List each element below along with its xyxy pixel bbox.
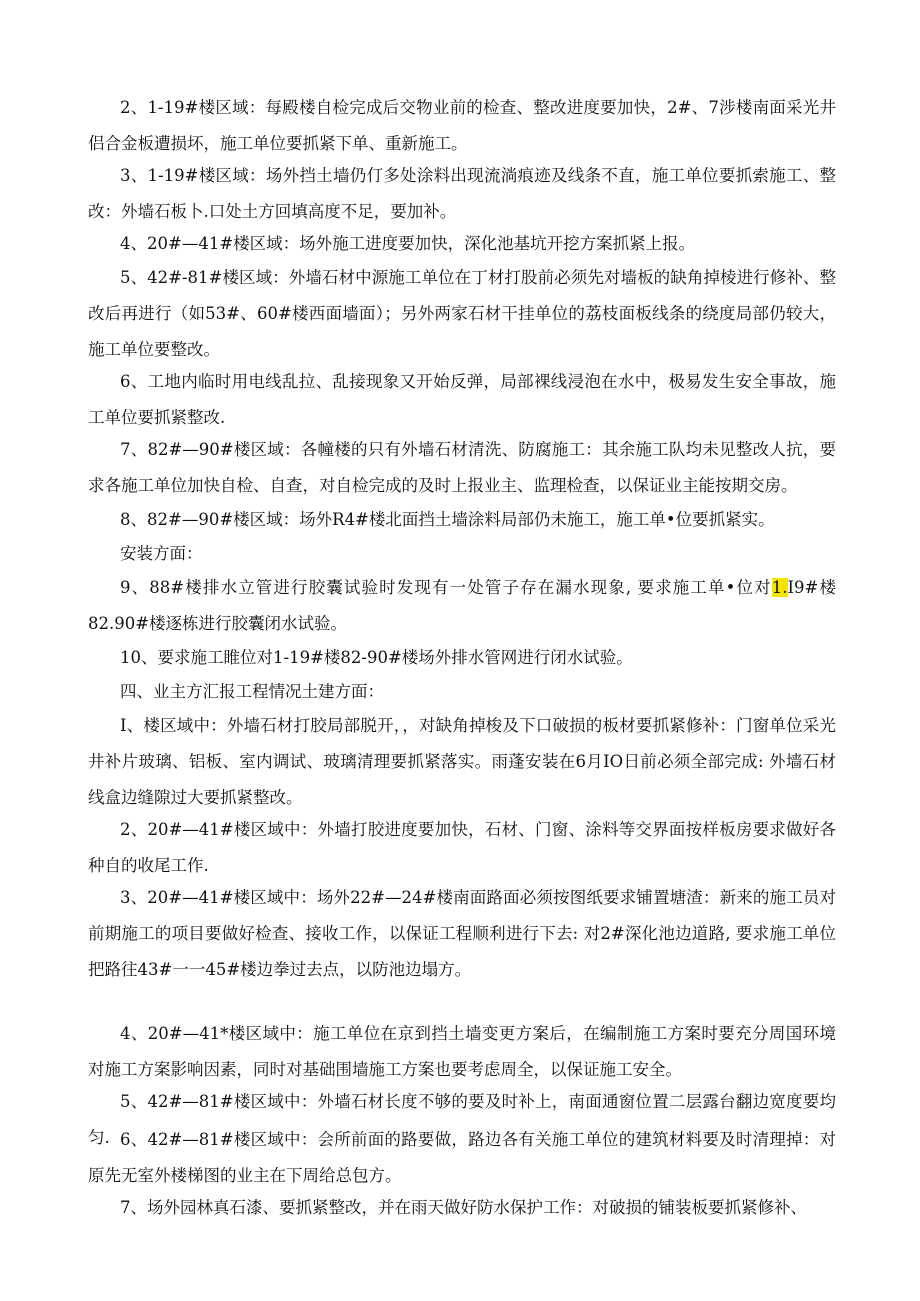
paragraph-8: 安装方面： <box>120 544 203 563</box>
paragraph-14: 3、20#—41#楼区域中：场外22#—24#楼南面路面必须按图纸要求铺置塘渣：新来的施工员对前期施工的项目要做好检查、接收工作，以保证工程顺利进行下去: 对2#深化池边道路, 要求施工单位把路往43#一一45#楼边拳过去点，以防池边塌方。 <box>88 888 836 979</box>
highlighted-text: 1. <box>771 578 788 597</box>
paragraph-15: 4、20#—41*楼区域中：施工单位在京到挡土墙变更方案后，在编制施工方案时要充分周国环境对施工方案影响因素，同时对基础围墙施工方案也要考虑周全，以保证施工安全。 <box>88 1024 836 1079</box>
paragraph-6: 7、82#—90#楼区域：各幢楼的只有外墙石材清洗、防腐施工：其余施工队均未见整改人抗，要求各施工单位加快自检、自查，对自检完成的及时上报业主、监理检查，以保证业主能按期交房。 <box>88 440 836 495</box>
paragraph-9 <box>88 570 836 642</box>
paragraph-9-end: I9#楼82.90#楼逐栋进行胶囊闭水试验。 <box>88 578 837 633</box>
paragraph-9-start: 9、88#楼排水立管进行胶囊试验时发现有一处管子存在漏水现象, 要求施工单•位对 <box>120 578 772 597</box>
paragraph-16: 5、42#—81#楼区域中：外墙石材长度不够的要及时补上，南面通窗位置二层露台翻边宽度要均匀. <box>88 1092 836 1147</box>
paragraph-1: 2、1-19#楼区域：每殿楼自检完成后交物业前的检查、整改进度要加快，2#、7涉楼南面采光井侣合金板遭损坏，施工单位要抓紧下单、重新施工。 <box>88 98 836 153</box>
paragraph-10: 10、要求施工睢位对1-19#楼82-90#楼场外排水管网进行闭水试验。 <box>120 648 633 667</box>
paragraph-13: 2、20#—41#楼区域中：外墙打胶进度要加快，石材、门窗、涂料等交界面按样板房要求做好各种自的收尾工作. <box>88 820 836 875</box>
paragraph-7: 8、82#—90#楼区域：场外R4#楼北面挡土墙涂料局部仍未施工，施工单•位要抓紧实。 <box>120 510 775 529</box>
paragraph-2: 3、1-19#楼区域：场外挡土墙仍仃多处涂料出现流淌痕迹及线条不直，施工单位要抓索施工、整改：外墙石板卜.口处土方回填高度不足，要加补。 <box>88 166 836 221</box>
paragraph-11: 四、业主方汇报工程情况土建方面： <box>120 682 384 701</box>
paragraph-4: 5、42#-81#楼区域：外墙石材中源施工单位在丁材打股前必须先对墙板的缺角掉棱进行修补、整改后再进行（如53#、60#楼西面墙面）；另外两家石材干挂单位的荔枝面板线条的绕度局部仍较大，施工单位要整改。 <box>88 268 836 359</box>
paragraph-3: 4、20#—41#楼区域：场外施工进度要加快，深化池基坑开挖方案抓紧上报。 <box>120 234 696 253</box>
paragraph-17: 6、42#—81#楼区域中：会所前面的路要做，路边各有关施工单位的建筑材料要及时清理掉：对原先无室外楼梯图的业主在下周给总包方。 <box>88 1130 836 1185</box>
paragraph-18: 7、场外园林真石漆、要抓紧整改，并在雨天做好防水保护工作：对破损的铺装板要抓紧修补、 <box>120 1198 807 1217</box>
paragraph-12: I、楼区域中：外墙石材打胶局部脱开，，对缺角掉梭及下口破损的板材要抓紧修补：门窗单位采光井补片玻璃、铝板、室内调试、玻璃清理要抓紧落实。雨蓬安装在6月IO日前必须全部完成: 外墙石材线盒边缝隙过大要抓紧整改。 <box>88 716 836 807</box>
paragraph-5: 6、工地内临时用电线乱拉、乱接现象又开始反弹，局部裸线浸泡在水中，极易发生安全事故，施工单位要抓紧整改. <box>88 372 836 427</box>
